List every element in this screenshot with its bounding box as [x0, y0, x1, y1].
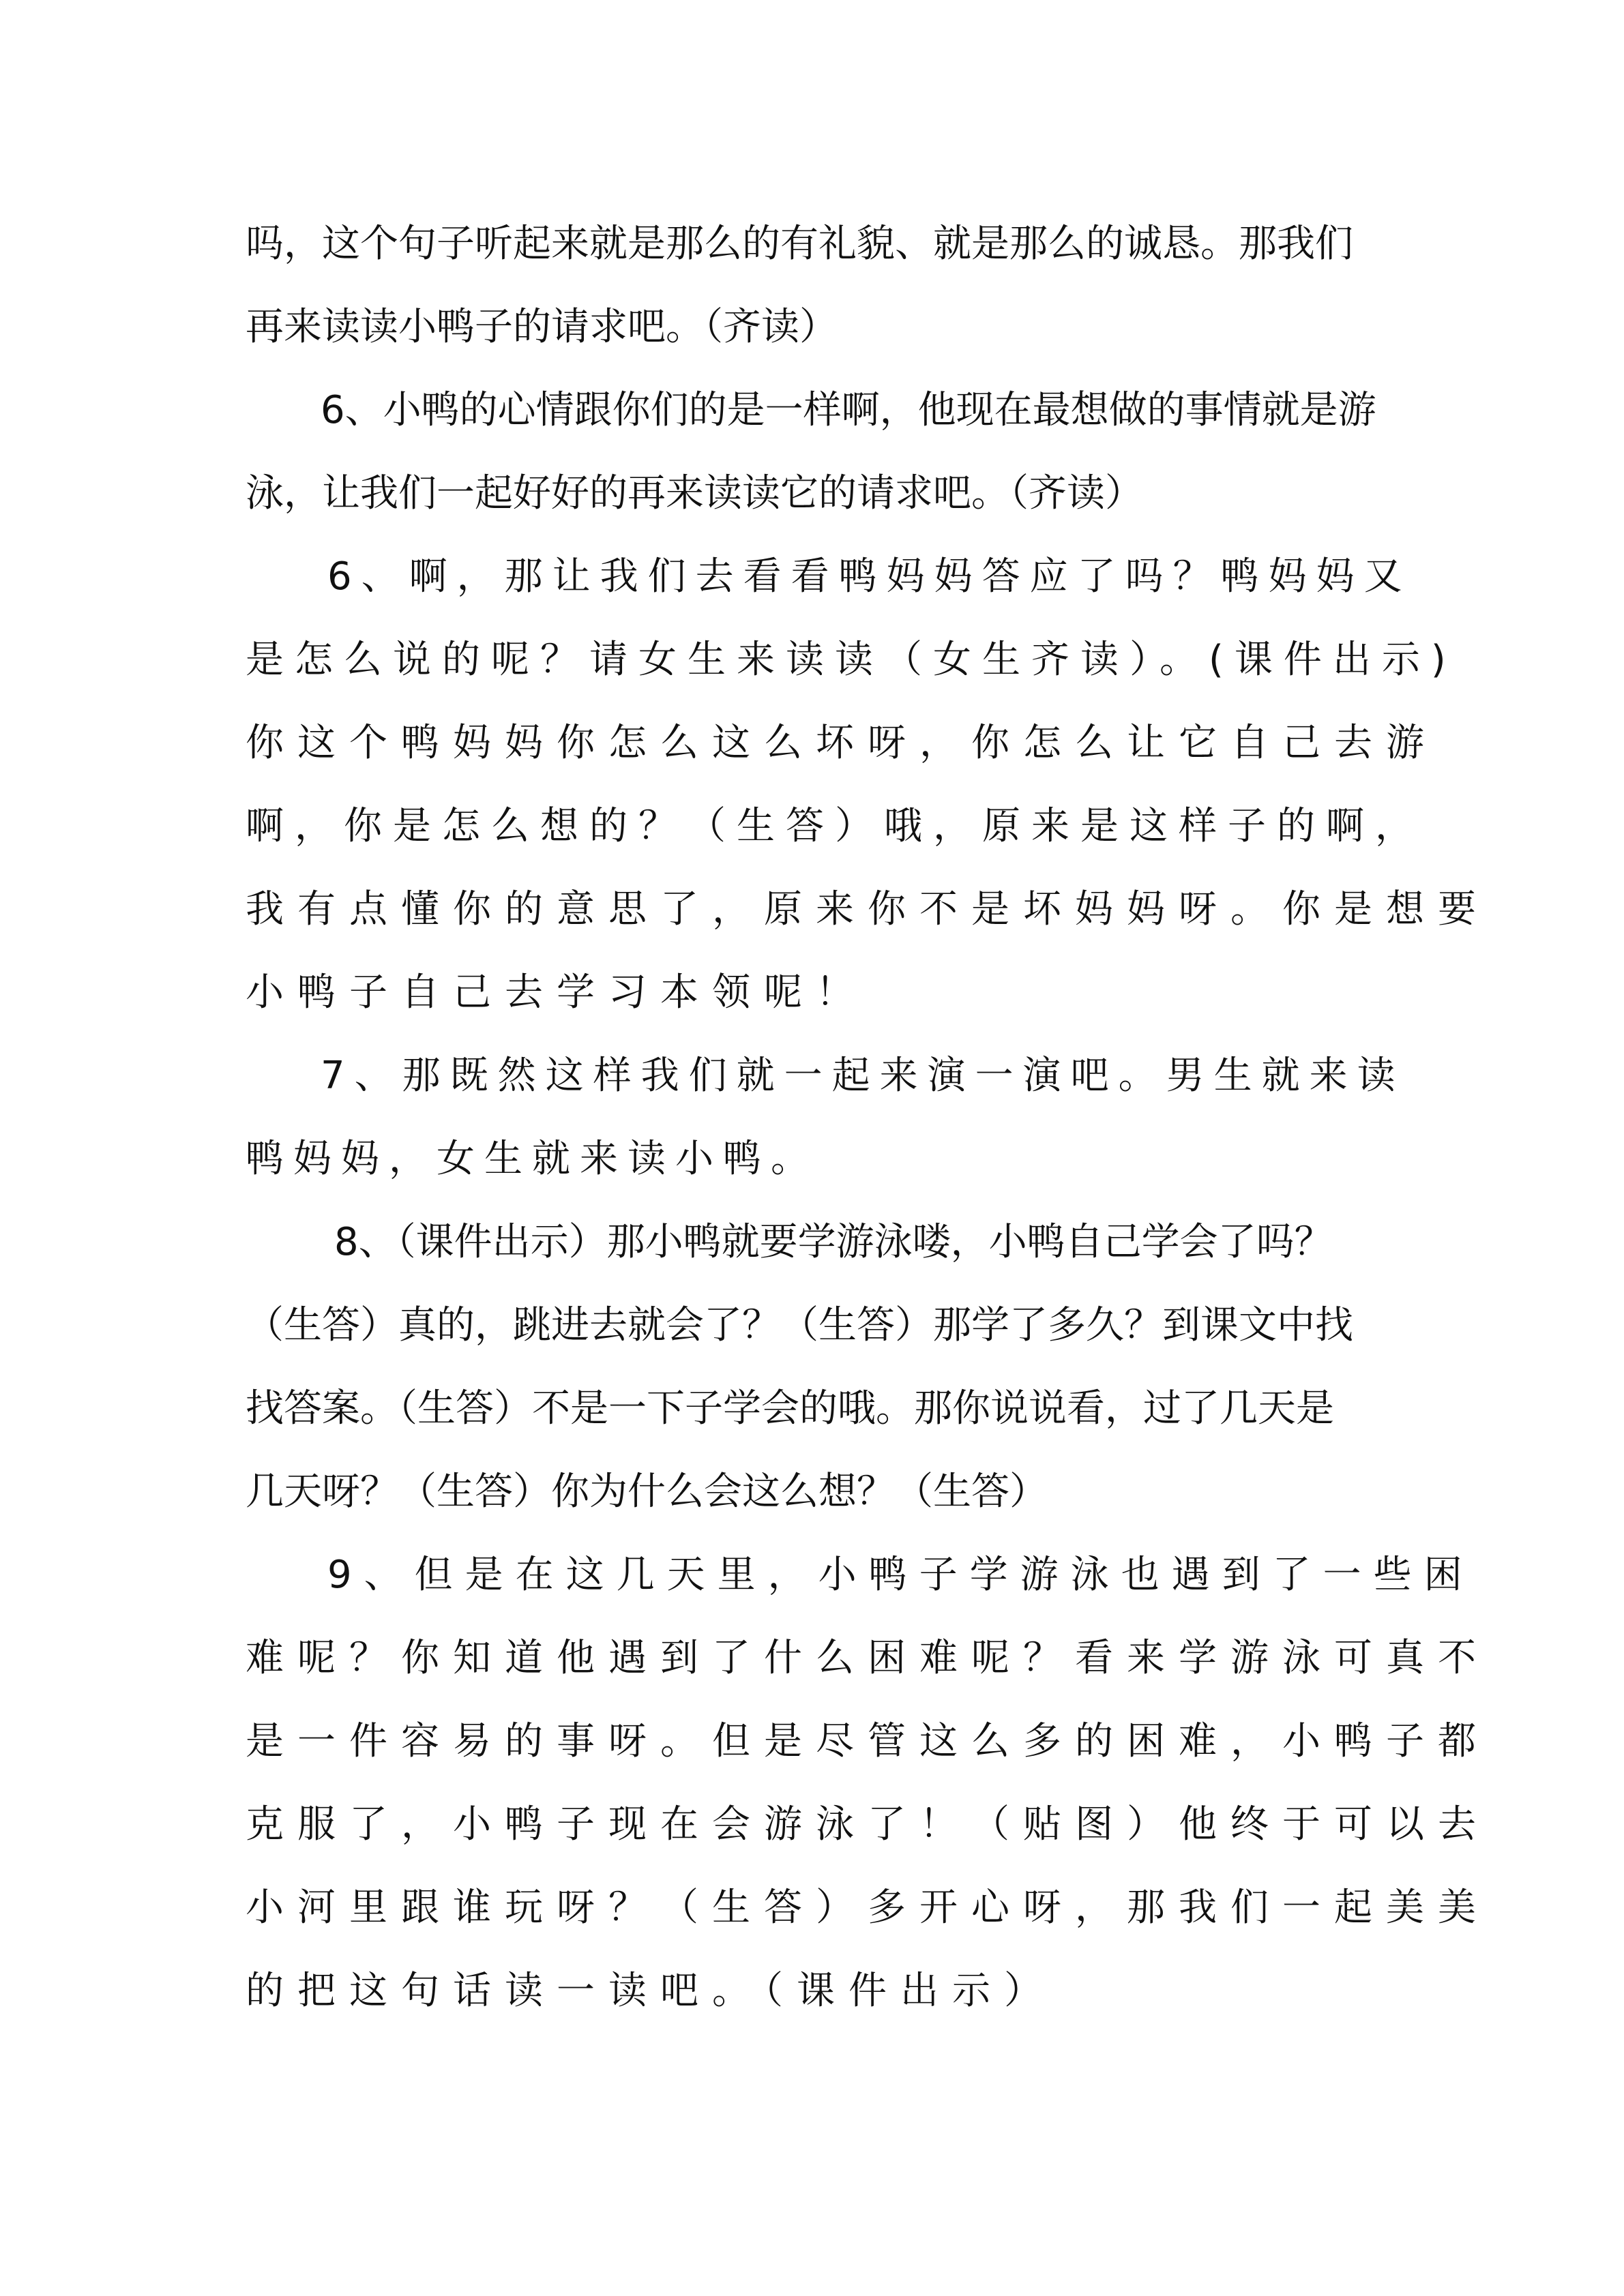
text-line: 6、啊，那让我们去看看鸭妈妈答应了吗？鸭妈妈又 [327, 554, 1412, 599]
text-line: 7、那既然这样我们就一起来演一演吧。男生就来读 [321, 1054, 1405, 1098]
text-line: 小河里跟谁玩呀？（生答）多开心呀，那我们一起美美 [246, 1885, 1490, 1930]
text-line: 8、（课件出示）那小鸭就要学游泳喽，小鸭自己学会了吗？ [334, 1220, 1333, 1264]
text-line: 吗，这个句子听起来就是那么的有礼貌、就是那么的诚恳。那我们 [246, 222, 1353, 266]
text-line: 我有点懂你的意思了，原来你不是坏妈妈呀。你是想要 [246, 887, 1490, 931]
text-line: （生答）真的，跳进去就会了？（生答）那学了多久？到课文中找 [246, 1303, 1353, 1347]
text-line: 小鸭子自己去学习本领呢！ [246, 970, 868, 1015]
text-line: 的把这句话读一读吧。（课件出示） [246, 1969, 1056, 2013]
text-line: 6、小鸭的心情跟你们的是一样啊，他现在最想做的事情就是游 [321, 388, 1376, 432]
text-line: 克服了，小鸭子现在会游泳了！（贴图）他终于可以去 [246, 1802, 1490, 1847]
text-line: 是一件容易的事呀。但是尽管这么多的困难，小鸭子都 [246, 1719, 1490, 1763]
text-line: 泳，让我们一起好好的再来读读它的请求吧。（齐读） [246, 471, 1143, 516]
text-line: 鸭妈妈，女生就来读小鸭。 [246, 1137, 818, 1181]
text-line: 难呢？你知道他遇到了什么困难呢？看来学游泳可真不 [246, 1636, 1490, 1680]
text-line: 你这个鸭妈妈你怎么这么坏呀，你怎么让它自己去游 [246, 721, 1438, 765]
text-line: 9、但是在这几天里，小鸭子学游泳也遇到了一些困 [327, 1553, 1475, 1597]
text-line: 是怎么说的呢？请女生来读读（女生齐读）。(课件出示) [246, 638, 1457, 682]
text-line: 几天呀？（生答）你为什么会这么想？（生答） [246, 1470, 1048, 1514]
text-line: 找答案。（生答）不是一下子学会的哦。那你说说看，过了几天是 [246, 1386, 1334, 1431]
text-line: 再来读读小鸭子的请求吧。（齐读） [246, 305, 838, 349]
text-line: 啊，你是怎么想的？（生答）哦，原来是这样子的啊， [246, 804, 1424, 848]
